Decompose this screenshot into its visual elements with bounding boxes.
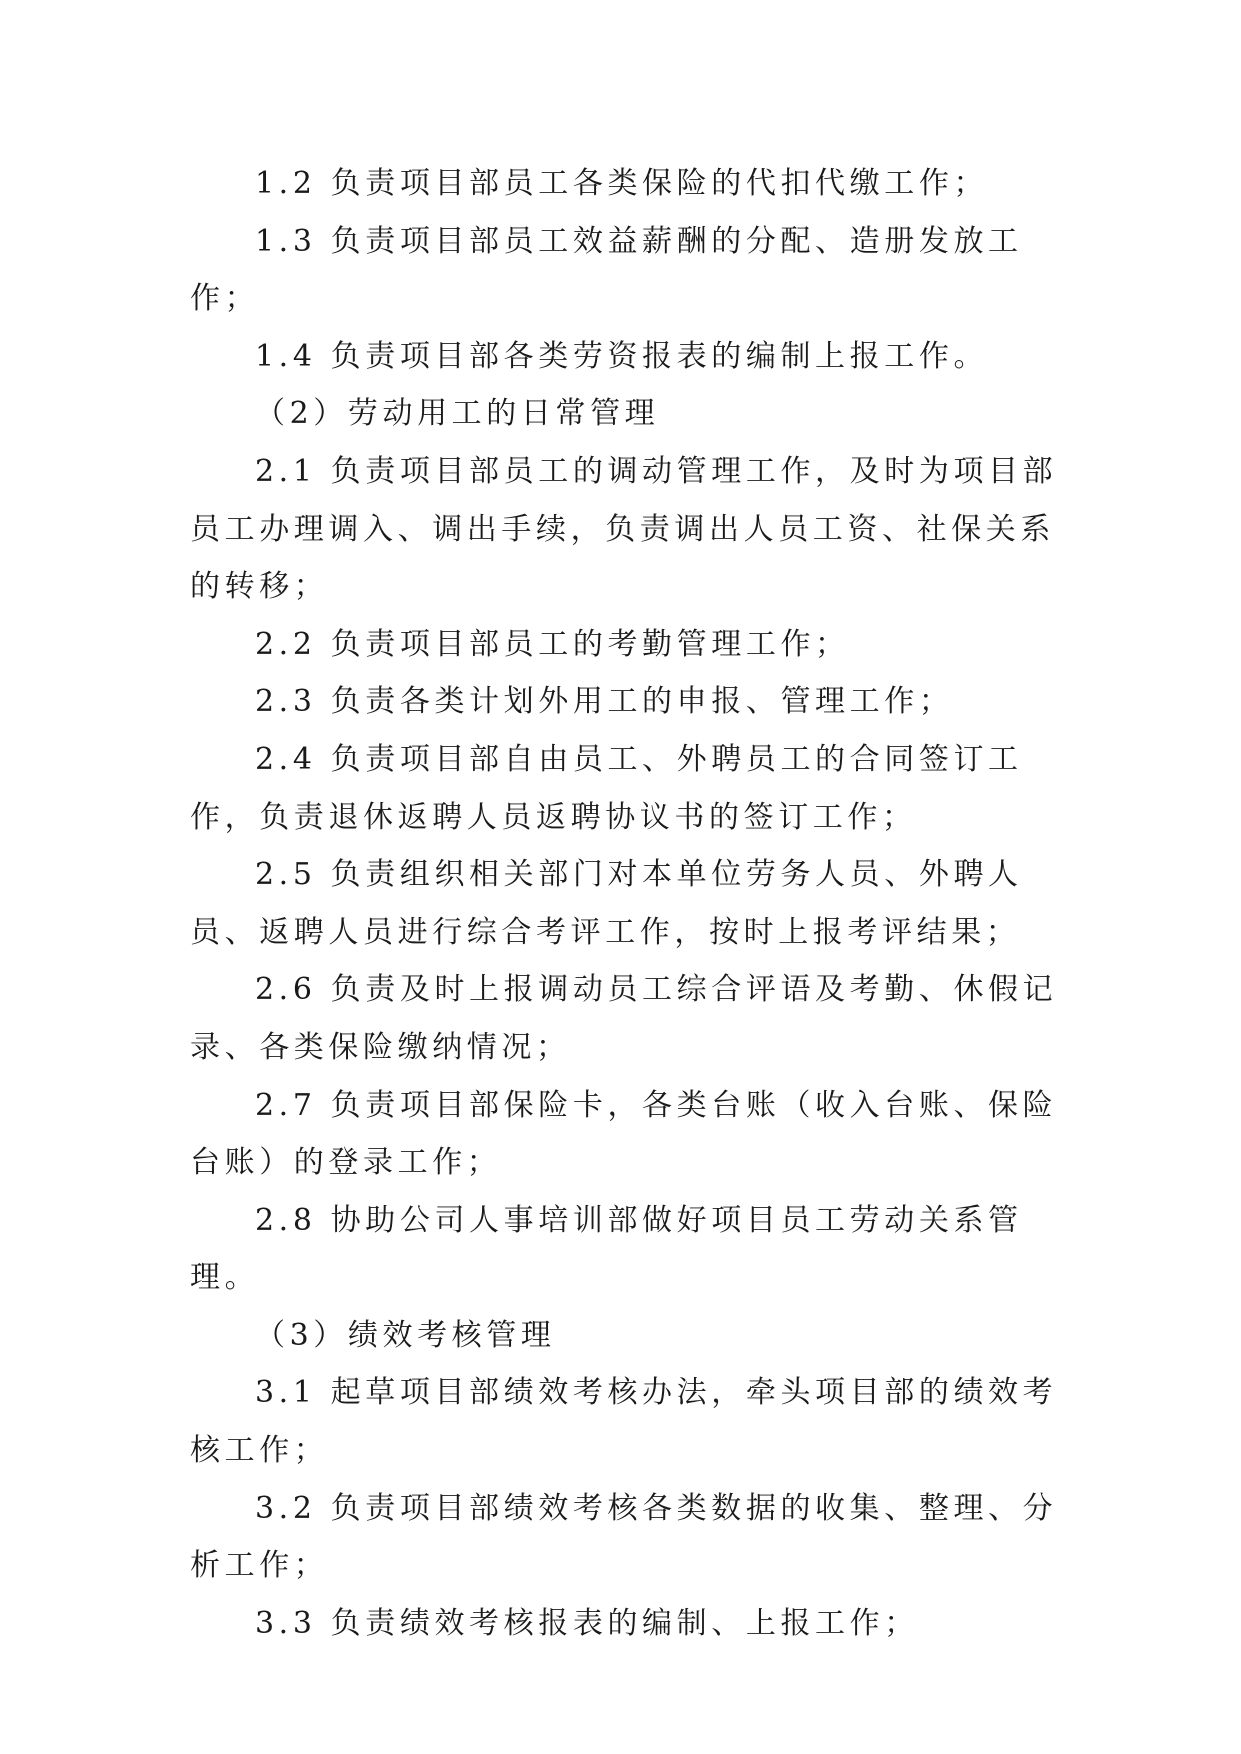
document-body (190, 155, 1060, 1652)
paragraph-2-1: 2.1 负责项目部员工的调动管理工作，及时为项目部员工办理调入、调出手续，负责调出人员工资、社保关系的转移； (190, 453, 1058, 605)
paragraph-1-2: 1.2 负责项目部员工各类保险的代扣代缴工作； (255, 166, 989, 201)
paragraph-2-7: 2.7 负责项目部保险卡，各类台账（收入台账、保险台账）的登录工作； (190, 1087, 1058, 1181)
paragraph-3-3: 3.3 负责绩效考核报表的编制、上报工作； (255, 1605, 919, 1641)
paragraph-2-4: 2.4 负责项目部自由员工、外聘员工的合同签订工作，负责退休返聘人员返聘协议书的签订工作； (190, 741, 1023, 835)
paragraph-2-2: 2.2 负责项目部员工的考勤管理工作； (255, 626, 850, 662)
paragraph-3-2: 3.2 负责项目部绩效考核各类数据的收集、整理、分析工作； (190, 1490, 1058, 1584)
paragraph-3-1: 3.1 起草项目部绩效考核办法，牵头项目部的绩效考核工作； (190, 1375, 1058, 1469)
paragraph-2-3: 2.3 负责各类计划外用工的申报、管理工作； (255, 684, 954, 720)
paragraph-1-3: 1.3 负责项目部员工效益薪酬的分配、造册发放工作； (190, 223, 1023, 317)
section-heading-2: （2）劳动用工的日常管理 (255, 396, 660, 432)
section-heading-3: （3）绩效考核管理 (255, 1317, 556, 1353)
paragraph-2-6: 2.6 负责及时上报调动员工综合评语及考勤、休假记录、各类保险缴纳情况； (190, 972, 1058, 1065)
paragraph-2-8: 2.8 协助公司人事培训部做好项目员工劳动关系管理。 (190, 1202, 1023, 1296)
paragraph-2-5: 2.5 负责组织相关部门对本单位劳务人员、外聘人员、返聘人员进行综合考评工作，按时上报考评结果； (190, 857, 1023, 950)
paragraph-1-4: 1.4 负责项目部各类劳资报表的编制上报工作。 (255, 338, 989, 374)
